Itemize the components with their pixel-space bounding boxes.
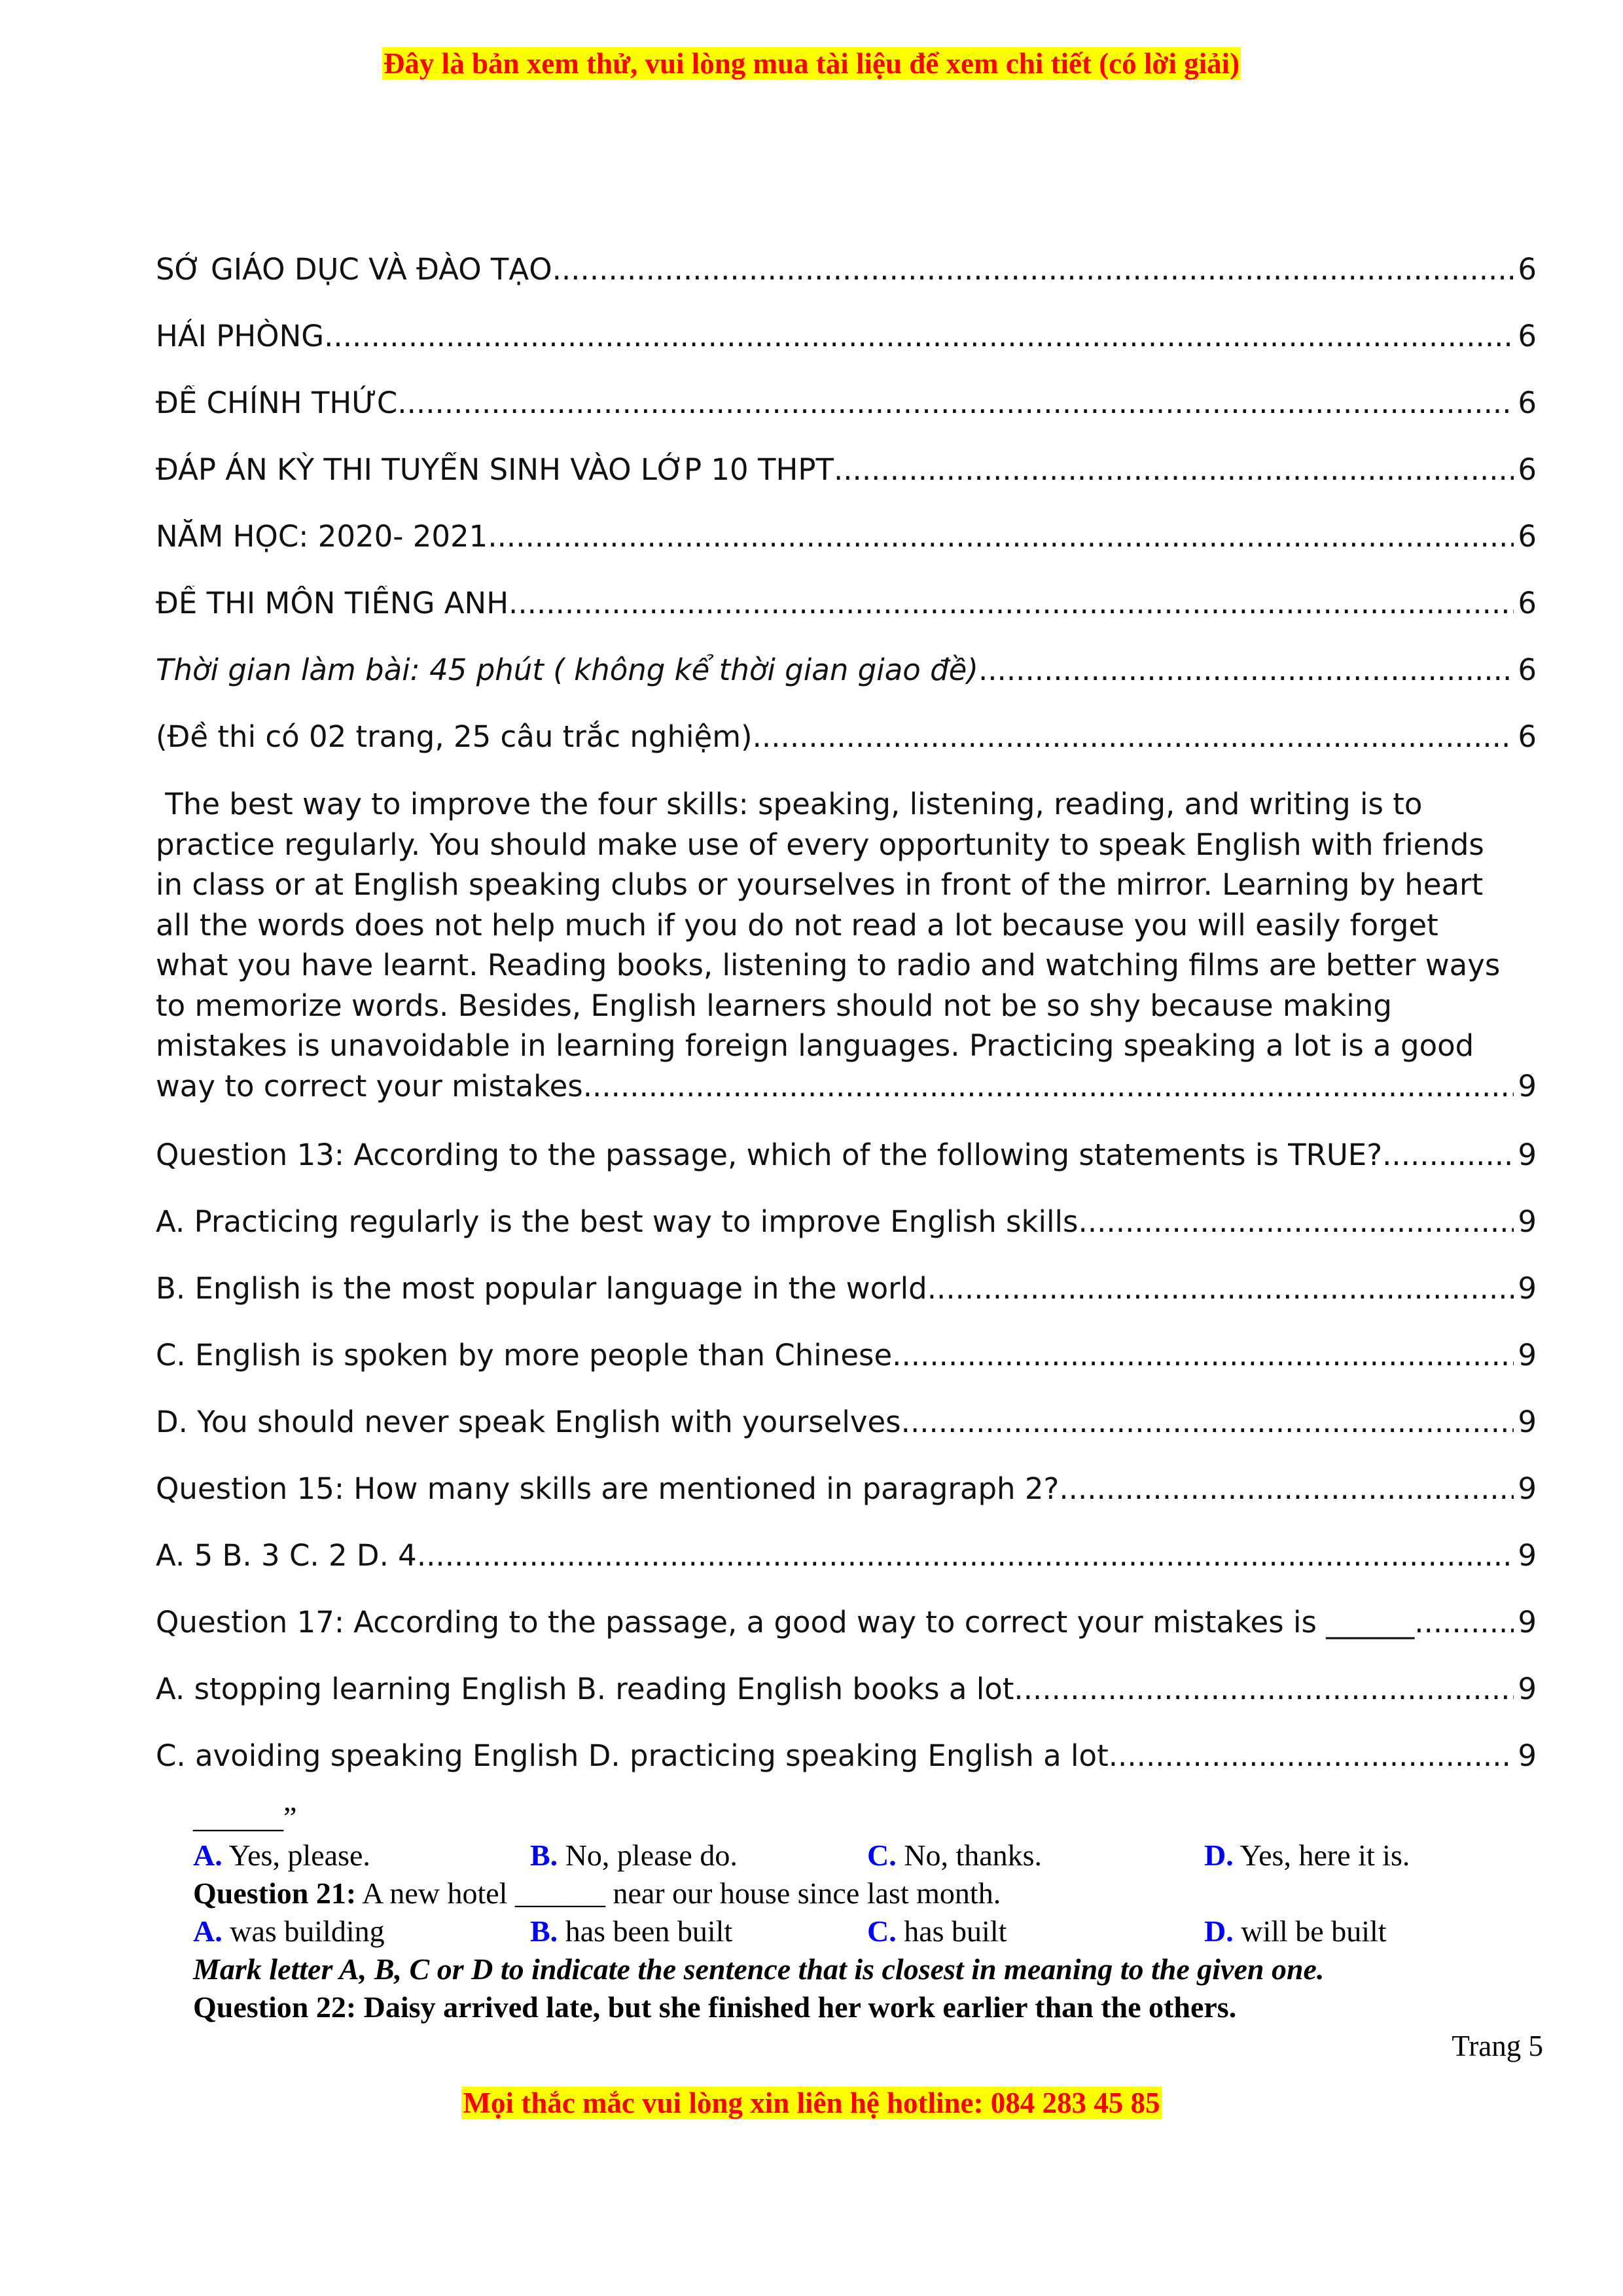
toc-page-number: 6 [1518, 653, 1537, 687]
toc-entry[interactable] [156, 653, 1537, 693]
toc-entry[interactable] [156, 1605, 1537, 1645]
option-b[interactable] [530, 1837, 867, 1874]
toc-entry-text: A. Practicing regularly is the best way to improve English skills. [156, 1204, 1088, 1239]
toc-entry[interactable] [156, 1138, 1537, 1178]
toc-entry[interactable] [156, 719, 1537, 760]
option-text: will be built [1233, 1914, 1387, 1948]
toc-leader [1109, 1738, 1514, 1773]
toc-entry-text: Thời gian làm bài: 45 phút ( không kể thời gian giao đề) [156, 653, 978, 687]
option-letter: D. [1204, 1839, 1234, 1872]
toc-leader [936, 1271, 1514, 1306]
toc-leader [1014, 1672, 1514, 1706]
option-letter: B. [530, 1914, 558, 1948]
toc-entry-text: HẢI PHÒNG [156, 319, 325, 353]
toc-page-number: 9 [1518, 1271, 1537, 1306]
toc-entry-text: ĐỀ THI MÔN TIẾNG ANH [156, 586, 509, 620]
toc-entry[interactable] [156, 386, 1537, 426]
toc-entry-text: SỞ GIÁO DỤC VÀ ĐÀO TẠO [156, 252, 552, 287]
toc-entry-text: (Đề thi có 02 trang, 25 câu trắc nghiệm) [156, 719, 753, 754]
option-text: No, please do. [558, 1839, 738, 1872]
toc-entry[interactable] [156, 1405, 1537, 1445]
exam-content [193, 1799, 1541, 2026]
question-20-options [193, 1837, 1541, 1874]
toc-entry-text: Question 13: According to the passage, which of the following statements is TRUE? [156, 1138, 1383, 1172]
question-21 [193, 1874, 1541, 1912]
toc-page-number: 6 [1518, 719, 1537, 754]
option-letter: D. [1204, 1914, 1234, 1948]
toc-page-number: 6 [1518, 519, 1537, 554]
toc-leader [1088, 1204, 1514, 1239]
toc-leader [753, 719, 1514, 754]
toc-page-number: 6 [1518, 386, 1537, 420]
toc-page-number: 9 [1518, 1338, 1537, 1372]
toc-entry[interactable] [156, 519, 1537, 560]
section-instruction: Mark letter A, B, C or D to indicate the sentence that is closest in meaning to the given one. [193, 1952, 1325, 1986]
option-text: Yes, here it is. [1233, 1839, 1410, 1872]
footer-banner [0, 2085, 1623, 2121]
toc-entry-text: NĂM HỌC: 2020- 2021 [156, 519, 488, 554]
option-letter: C. [867, 1839, 897, 1872]
toc-leader [1382, 1138, 1514, 1172]
option-d[interactable] [1204, 1837, 1541, 1874]
toc-leader [834, 452, 1514, 487]
option-letter: A. [193, 1914, 223, 1948]
paragraph-line: practice regularly. You should make use of every opportunity to speak English with friends [156, 827, 1484, 862]
option-a[interactable] [193, 1912, 530, 1950]
toc-entry[interactable] [156, 1271, 1537, 1312]
option-text: Yes, please. [222, 1839, 370, 1872]
toc-leader [508, 586, 1514, 620]
toc-entry[interactable] [156, 252, 1537, 293]
option-text: has been built [558, 1914, 733, 1948]
toc-entry[interactable] [156, 1338, 1537, 1378]
toc-page-number: 6 [1518, 452, 1537, 487]
toc-entry-text: ĐỀ CHÍNH THỨC [156, 386, 398, 420]
toc-entry-text: D. You should never speak English with yourselves. [156, 1405, 910, 1439]
toc-page-number: 9 [1518, 1471, 1537, 1506]
toc-page-number: 9 [1518, 1138, 1537, 1172]
toc-leader [397, 386, 1514, 420]
paragraph-line: what you have learnt. Reading books, listening to radio and watching films are better ways [156, 948, 1501, 982]
toc-page-number: 9 [1518, 1605, 1537, 1640]
toc-paragraph-entry[interactable] [156, 784, 1537, 1106]
toc-page-number: 9 [1518, 1538, 1537, 1573]
option-a[interactable] [193, 1837, 530, 1874]
toc-page-number: 9 [1518, 1405, 1537, 1439]
toc-entry[interactable] [156, 1538, 1537, 1579]
toc-page-number: 9 [1518, 1204, 1537, 1239]
toc-leader [552, 252, 1514, 287]
toc-entry-text: C. avoiding speaking English D. practicing speaking English a lot [156, 1738, 1109, 1773]
toc-leader [901, 1338, 1514, 1372]
toc-page-number: 9 [1518, 1672, 1537, 1706]
toc-page-number: 6 [1518, 319, 1537, 353]
toc-page-number: 6 [1518, 252, 1537, 287]
option-letter: A. [193, 1839, 223, 1872]
toc-entry[interactable] [156, 1672, 1537, 1712]
toc-page-number: 9 [1518, 1738, 1537, 1773]
option-text: has built [896, 1914, 1007, 1948]
paragraph-last-line [156, 1066, 1537, 1107]
header-banner [0, 46, 1623, 81]
paragraph-line: mistakes is unavoidable in learning foreign languages. Practicing speaking a lot is a good [156, 1028, 1474, 1063]
toc-leader [1424, 1605, 1514, 1640]
toc-leader [978, 653, 1514, 687]
toc-entry-text: Question 15: How many skills are mentioned in paragraph 2? [156, 1471, 1060, 1506]
paragraph-line: all the words does not help much if you do not read a lot because you will easily forget [156, 907, 1438, 942]
answer-blank: ______” [193, 1801, 297, 1834]
table-of-contents [156, 252, 1537, 776]
toc-entry-text: A. stopping learning English B. reading English books a lot [156, 1672, 1014, 1706]
header-banner-text: Đây là bản xem thử, vui lòng mua tài liệu để xem chi tiết (có lời giải) [383, 47, 1240, 80]
toc-page-number: 9 [1518, 1068, 1537, 1103]
question-21-text: A new hotel ______ near our house since last month. [356, 1876, 1001, 1910]
option-letter: C. [867, 1914, 897, 1948]
toc-leader [1059, 1471, 1514, 1506]
toc-entry[interactable] [156, 452, 1537, 493]
toc-leader [324, 319, 1514, 353]
toc-entry-text: C. English is spoken by more people than Chinese. [156, 1338, 902, 1372]
paragraph-line: The best way to improve the four skills: speaking, listening, reading, and writing is to [156, 787, 1423, 821]
question-22: Question 22: Daisy arrived late, but she finished her work earlier than the others. [193, 1990, 1237, 2024]
option-c[interactable] [867, 1912, 1204, 1950]
toc-entry-text: Question 17: According to the passage, a good way to correct your mistakes is ______. [156, 1605, 1424, 1640]
question-21-label: Question 21: [193, 1876, 357, 1910]
question-21-options [193, 1912, 1541, 1950]
toc-leader [910, 1405, 1514, 1439]
page-number: Trang 5 [1452, 2030, 1543, 2062]
option-b[interactable] [530, 1912, 867, 1950]
table-of-contents-continued [156, 1138, 1537, 1805]
toc-entry-text: ĐÁP ÁN KỲ THI TUYỂN SINH VÀO LỚP 10 THPT [156, 452, 834, 487]
toc-entry[interactable] [156, 1204, 1537, 1245]
option-text: No, thanks. [896, 1839, 1043, 1872]
toc-entry[interactable] [156, 319, 1537, 359]
option-text: was building [222, 1914, 385, 1948]
toc-entry[interactable] [156, 586, 1537, 626]
paragraph-line: in class or at English speaking clubs or yourselves in front of the mirror. Learning by heart [156, 867, 1484, 902]
toc-entry[interactable] [156, 1738, 1537, 1779]
footer-banner-text: Mọi thắc mắc vui lòng xin liên hệ hotline: 084 283 45 85 [463, 2087, 1160, 2119]
toc-leader [488, 519, 1514, 554]
option-d[interactable] [1204, 1912, 1541, 1950]
toc-leader [417, 1538, 1514, 1573]
toc-entry-text: A. 5 B. 3 C. 2 D. 4 [156, 1538, 417, 1573]
toc-page-number: 6 [1518, 586, 1537, 620]
toc-leader [592, 1066, 1514, 1107]
paragraph-line: to memorize words. Besides, English learners should not be so shy because making [156, 988, 1392, 1023]
option-letter: B. [530, 1839, 558, 1872]
paragraph-last-text: way to correct your mistakes. [156, 1068, 593, 1103]
option-c[interactable] [867, 1837, 1204, 1874]
toc-entry-text: B. English is the most popular language in the world. [156, 1271, 937, 1306]
toc-entry[interactable] [156, 1471, 1537, 1512]
